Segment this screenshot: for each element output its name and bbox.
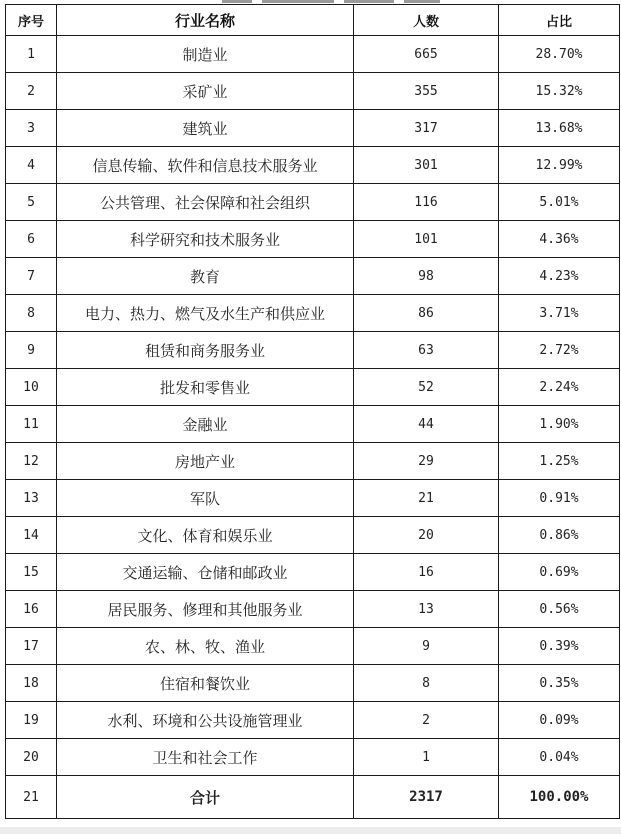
cell-index: 11	[6, 406, 57, 443]
cell-index: 12	[6, 443, 57, 480]
cell-count: 13	[354, 591, 499, 628]
table-row	[6, 406, 620, 443]
table-header-row	[6, 5, 620, 36]
table-row	[6, 739, 620, 776]
cell-share: 2.24%	[499, 369, 620, 406]
cell-count: 2	[354, 702, 499, 739]
cell-industry: 军队	[57, 480, 354, 517]
cell-share: 12.99%	[499, 147, 620, 184]
table-row	[6, 73, 620, 110]
cell-count: 52	[354, 369, 499, 406]
cell-industry: 水利、环境和公共设施管理业	[57, 702, 354, 739]
table-row	[6, 295, 620, 332]
cell-index: 18	[6, 665, 57, 702]
cell-index: 16	[6, 591, 57, 628]
cell-count: 29	[354, 443, 499, 480]
cell-share: 0.35%	[499, 665, 620, 702]
cell-count: 20	[354, 517, 499, 554]
cell-count: 1	[354, 739, 499, 776]
table-row	[6, 147, 620, 184]
table-row	[6, 517, 620, 554]
table-row	[6, 554, 620, 591]
cell-share: 15.32%	[499, 73, 620, 110]
cell-index: 17	[6, 628, 57, 665]
cell-index: 2	[6, 73, 57, 110]
cell-index: 5	[6, 184, 57, 221]
cell-count: 44	[354, 406, 499, 443]
cell-index: 8	[6, 295, 57, 332]
cell-index: 3	[6, 110, 57, 147]
total-count: 2317	[354, 776, 499, 819]
cell-share: 4.23%	[499, 258, 620, 295]
cell-share: 0.09%	[499, 702, 620, 739]
cell-count: 16	[354, 554, 499, 591]
total-row	[6, 776, 620, 819]
cell-industry: 建筑业	[57, 110, 354, 147]
cell-industry: 住宿和餐饮业	[57, 665, 354, 702]
cell-share: 13.68%	[499, 110, 620, 147]
cell-industry: 信息传输、软件和信息技术服务业	[57, 147, 354, 184]
cell-count: 21	[354, 480, 499, 517]
cell-count: 665	[354, 36, 499, 73]
cell-share: 3.71%	[499, 295, 620, 332]
cell-index: 4	[6, 147, 57, 184]
table-row	[6, 258, 620, 295]
cell-count: 9	[354, 628, 499, 665]
cell-share: 4.36%	[499, 221, 620, 258]
total-label: 合计	[57, 776, 354, 819]
cell-industry: 农、林、牧、渔业	[57, 628, 354, 665]
industry-distribution-table	[5, 4, 620, 819]
cell-share: 5.01%	[499, 184, 620, 221]
cell-industry: 教育	[57, 258, 354, 295]
cell-index: 6	[6, 221, 57, 258]
cell-industry: 居民服务、修理和其他服务业	[57, 591, 354, 628]
table-row	[6, 628, 620, 665]
table-row	[6, 221, 620, 258]
page-bottom-edge	[0, 827, 621, 834]
cell-share: 0.86%	[499, 517, 620, 554]
cell-industry: 租赁和商务服务业	[57, 332, 354, 369]
total-share: 100.00%	[499, 776, 620, 819]
cell-industry: 房地产业	[57, 443, 354, 480]
cell-industry: 金融业	[57, 406, 354, 443]
cell-count: 98	[354, 258, 499, 295]
cell-share: 2.72%	[499, 332, 620, 369]
table-row	[6, 443, 620, 480]
table-row	[6, 480, 620, 517]
cell-share: 1.25%	[499, 443, 620, 480]
cell-count: 355	[354, 73, 499, 110]
table-row	[6, 36, 620, 73]
table-body	[6, 36, 620, 776]
cell-share: 0.91%	[499, 480, 620, 517]
cell-share: 0.69%	[499, 554, 620, 591]
table-row	[6, 591, 620, 628]
cell-share: 0.39%	[499, 628, 620, 665]
cell-industry: 交通运输、仓储和邮政业	[57, 554, 354, 591]
cell-industry: 科学研究和技术服务业	[57, 221, 354, 258]
table-row	[6, 110, 620, 147]
table-row	[6, 665, 620, 702]
cell-industry: 批发和零售业	[57, 369, 354, 406]
cell-index: 20	[6, 739, 57, 776]
cell-count: 63	[354, 332, 499, 369]
table-row	[6, 369, 620, 406]
cell-count: 86	[354, 295, 499, 332]
cell-share: 0.04%	[499, 739, 620, 776]
total-index: 21	[6, 776, 57, 819]
cell-industry: 卫生和社会工作	[57, 739, 354, 776]
header-share: 占比	[499, 5, 620, 36]
table-row	[6, 332, 620, 369]
cell-index: 14	[6, 517, 57, 554]
cell-count: 317	[354, 110, 499, 147]
cell-industry: 采矿业	[57, 73, 354, 110]
table-row	[6, 184, 620, 221]
cell-count: 301	[354, 147, 499, 184]
cell-count: 116	[354, 184, 499, 221]
table-row	[6, 702, 620, 739]
header-count: 人数	[354, 5, 499, 36]
cell-industry: 电力、热力、燃气及水生产和供应业	[57, 295, 354, 332]
cell-index: 10	[6, 369, 57, 406]
cell-index: 13	[6, 480, 57, 517]
cell-index: 19	[6, 702, 57, 739]
cell-index: 7	[6, 258, 57, 295]
cell-industry: 公共管理、社会保障和社会组织	[57, 184, 354, 221]
cell-index: 9	[6, 332, 57, 369]
cell-share: 1.90%	[499, 406, 620, 443]
cell-count: 8	[354, 665, 499, 702]
cell-industry: 制造业	[57, 36, 354, 73]
cell-share: 28.70%	[499, 36, 620, 73]
cell-index: 1	[6, 36, 57, 73]
cell-index: 15	[6, 554, 57, 591]
header-index: 序号	[6, 5, 57, 36]
cell-count: 101	[354, 221, 499, 258]
header-industry: 行业名称	[57, 5, 354, 36]
cell-industry: 文化、体育和娱乐业	[57, 517, 354, 554]
cell-share: 0.56%	[499, 591, 620, 628]
